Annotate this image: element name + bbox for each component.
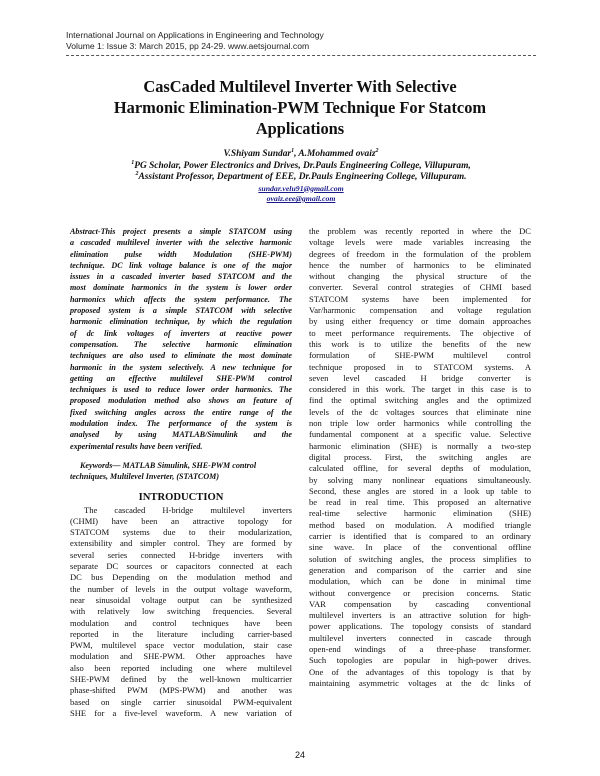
affiliation-2-text: Assistant Professor, Department of EEE, Dr.Pauls Engineering College, Villupuram. (138, 172, 467, 182)
body-line: STATCOM systems have been implemented for (309, 293, 531, 304)
author-2: A.Mohammed ovaiz (298, 149, 376, 159)
header-divider (66, 55, 536, 56)
body-line: considered in this work. The target in this case is to (309, 384, 531, 395)
affiliation-1-mark: 1 (131, 159, 135, 166)
body-line: open-end windings of a three-phase transformer. (309, 643, 531, 654)
body-line: multilevel inverters connected in cascade through (309, 632, 531, 643)
body-line: hence the number of harmonics to be eliminated (309, 259, 531, 270)
email-link-1[interactable]: sundar.velu91@gmail.com (258, 183, 344, 193)
body-line: with relatively low switching frequencies. Several (70, 606, 292, 617)
page-number: 24 (294, 750, 305, 760)
journal-header (66, 30, 536, 52)
body-line: calculated offline, for several depths of modulation, (309, 463, 531, 474)
body-line: (CHMI) have been an attractive topology for (70, 515, 292, 526)
keywords-line: techniques, Multilevel Inverter, (STATCOM) (70, 472, 220, 482)
abstract-line: experimental results have been verified. (70, 441, 203, 451)
body-line: based on single carrier sinusoidal PWM-equivalent (70, 696, 292, 707)
author-1-mark: 1 (291, 147, 295, 154)
body-line: PWM, multilevel space vector modulation, stair case (70, 640, 292, 651)
abstract-line: proposed modulation method also shows an feature of (70, 396, 292, 406)
body-line: without convergence or precision concerns. Static (309, 587, 531, 598)
affiliation-1-text: PG Scholar, Power Electronics and Drives, Dr.Pauls Engineering College, Villupuram, (134, 160, 471, 171)
body-line: multilevel inverters is an attractive solution for high- (309, 610, 531, 621)
abstract-line: proposed system is a simple STATCOM with selective (70, 306, 292, 316)
body-line: voltage levels were made variables increasing the (309, 237, 531, 248)
abstract-line: harmonics which affects the system performance. The (70, 294, 292, 304)
abstract-line: technique. DC link voltage balance is one of the major (70, 260, 292, 270)
abstract-line: compensation. The selective harmonic elimination (70, 339, 292, 349)
keywords-line: Keywords— MATLAB Simulink, SHE-PWM control (80, 460, 257, 470)
body-line: The cascaded H-bridge multilevel inverters (84, 504, 292, 515)
body-line: also been reported including one where multilevel (70, 662, 292, 673)
body-line: formulation of SHE-PWM multilevel control (309, 350, 531, 361)
body-line: levels of the dc voltages sources that eliminate nine (309, 406, 531, 417)
body-line: Second, these angles are stored in a look up table to (309, 485, 531, 496)
body-line: carrier is identified that is compared to an ordinary (309, 531, 531, 542)
body-line: modulation, which can be done in minimal time (309, 576, 531, 587)
body-line: Such topologies are popular in high-power drives. (309, 655, 531, 666)
journal-name: International Journal on Applications in Engineering and Technology (66, 30, 324, 40)
body-line: several series connected H-bridge inverters with (70, 549, 292, 560)
body-line: DC bus Depending on the modulation method and (70, 572, 292, 583)
body-line: by using either frequency or time domain approaches (309, 316, 531, 327)
abstract-line: most dominate harmonics in the system is lower order (70, 283, 292, 293)
abstract-line: fixed switching angles across the entire range of the (70, 407, 292, 417)
body-line: method based on modulation. A modified triangle (309, 519, 531, 530)
abstract-line: techniques is used to reduce lower order harmonics. The (70, 385, 292, 395)
body-line: non triple low order harmonics while controlling the (309, 418, 531, 429)
body-line: be read in real time. This proposed an alternative (309, 497, 531, 508)
body-line: to meet performance requirements. The objective of (309, 327, 531, 338)
intro-body (70, 505, 292, 720)
title-line: CasCaded Multilevel Inverter With Selective (143, 77, 457, 96)
body-line: modulation and SHE-PWM. Other approaches have (70, 651, 292, 662)
body-line: converter. Several control strategies of CHMI based (309, 282, 531, 293)
body-line: maintaining asymmetric voltages at the dc links of (309, 677, 531, 688)
abstract-line: harmonic elimination technique, by which the regulation (70, 317, 292, 327)
author-separator: , (294, 149, 299, 159)
abstract-line: issues in a cascaded inverter based STATCOM and the (70, 272, 292, 282)
body-line: digital process. First, the switching angles are (309, 451, 531, 462)
body-line: generation and comparison of the carrier and sine (309, 564, 531, 575)
section-heading: INTRODUCTION (138, 491, 224, 503)
body-line: fundamental component at a specific value. Selective (309, 429, 531, 440)
abstract-line: getting an effective multilevel SHE-PWM control (70, 373, 292, 383)
title-line: Harmonic Elimination-PWM Technique For Statcom (113, 98, 487, 117)
body-line: seven level cascaded H bridge converter is (309, 372, 531, 383)
body-line: technique proposed in to STATCOM systems. A (309, 361, 531, 372)
abstract-line: elimination pulse width Modulation (SHE-PWM) (70, 249, 292, 259)
body-line: Var/harmonic compensation and voltage regulation (309, 305, 531, 316)
paper-title (70, 76, 530, 139)
author-2-mark: 2 (375, 147, 379, 154)
body-line: real-time selective harmonic elimination (SHE) (309, 508, 531, 519)
body-line: near sinusoidal voltage output can be synthesized (70, 594, 292, 605)
journal-volume: Volume 1: Issue 3: March 2015, pp 24-29. www.aetsjournal.com (66, 41, 310, 51)
author-block (66, 149, 536, 205)
body-line: VAR compensation by cascading conventional (309, 598, 531, 609)
body-line: extensibility and simpler control. They are formed by (70, 538, 292, 549)
right-column (309, 226, 531, 689)
body-line: this work is to utilize the benefits of the new (309, 338, 531, 349)
body-line: reported in the literature including carrier-based (70, 628, 292, 639)
body-line: find the optimal switching angles and the optimized (309, 395, 531, 406)
keywords (70, 460, 292, 483)
body-line: the number of levels in the output voltage waveform, (70, 583, 292, 594)
body-line: solution of switching angles, the process simplifies to (309, 553, 531, 564)
body-line: One of the advantages of this topology is that by (309, 666, 531, 677)
abstract-line: Abstract-This project presents a simple STATCOM using (70, 227, 292, 236)
abstract-line: a cascaded multilevel inverter with the selective harmonic (70, 238, 292, 248)
affiliation-2 (66, 172, 536, 184)
body-line: without changing the physical structure of the (309, 271, 531, 282)
body-line: sine wave. In place of the conventional offline (309, 542, 531, 553)
title-line: Applications (255, 119, 345, 138)
abstract-line: of dc link voltages of inverters at reactive power (70, 328, 292, 338)
body-line: degrees of freedom in the formulation of the problem (309, 248, 531, 259)
author-1: V.Shiyam Sundar (223, 149, 292, 159)
body-line: SHE for a five-level waveform. A new variation of (70, 707, 292, 718)
abstract-line: techniques are also used to eliminate the most dominate (70, 351, 292, 361)
affiliation-2-mark: 2 (135, 170, 139, 177)
body-line: STATCOM systems due to their modularization, (70, 527, 292, 538)
email-link-2[interactable]: ovaiz.eee@gmail.com (266, 194, 336, 203)
body-line: phase-shifted PWM (MPS-PWM) and another was (70, 685, 292, 696)
body-line: harmonic elimination (SHE) is normally a two-step (309, 440, 531, 451)
body-line: by solving many nonlinear equations simultaneously. (309, 474, 531, 485)
body-line: the problem was recently reported in where the DC (309, 226, 531, 236)
author-names (66, 149, 536, 161)
left-column (70, 226, 292, 719)
body-line: power applications. The topology consists of standard (309, 621, 531, 632)
abstract-line: modulation index. The performance of the system is (70, 419, 292, 429)
abstract (70, 226, 292, 452)
body-line: modulation and control techniques have been (70, 617, 292, 628)
body-line: separate DC sources or capacitors connected at each (70, 561, 292, 572)
body-line: SHE-PWM defined by the well-known multicarrier (70, 673, 292, 684)
abstract-line: harmonic in the system selectively. A new technique for (70, 362, 292, 372)
abstract-line: analysed by using MATLAB/Simulink and the (70, 430, 292, 440)
